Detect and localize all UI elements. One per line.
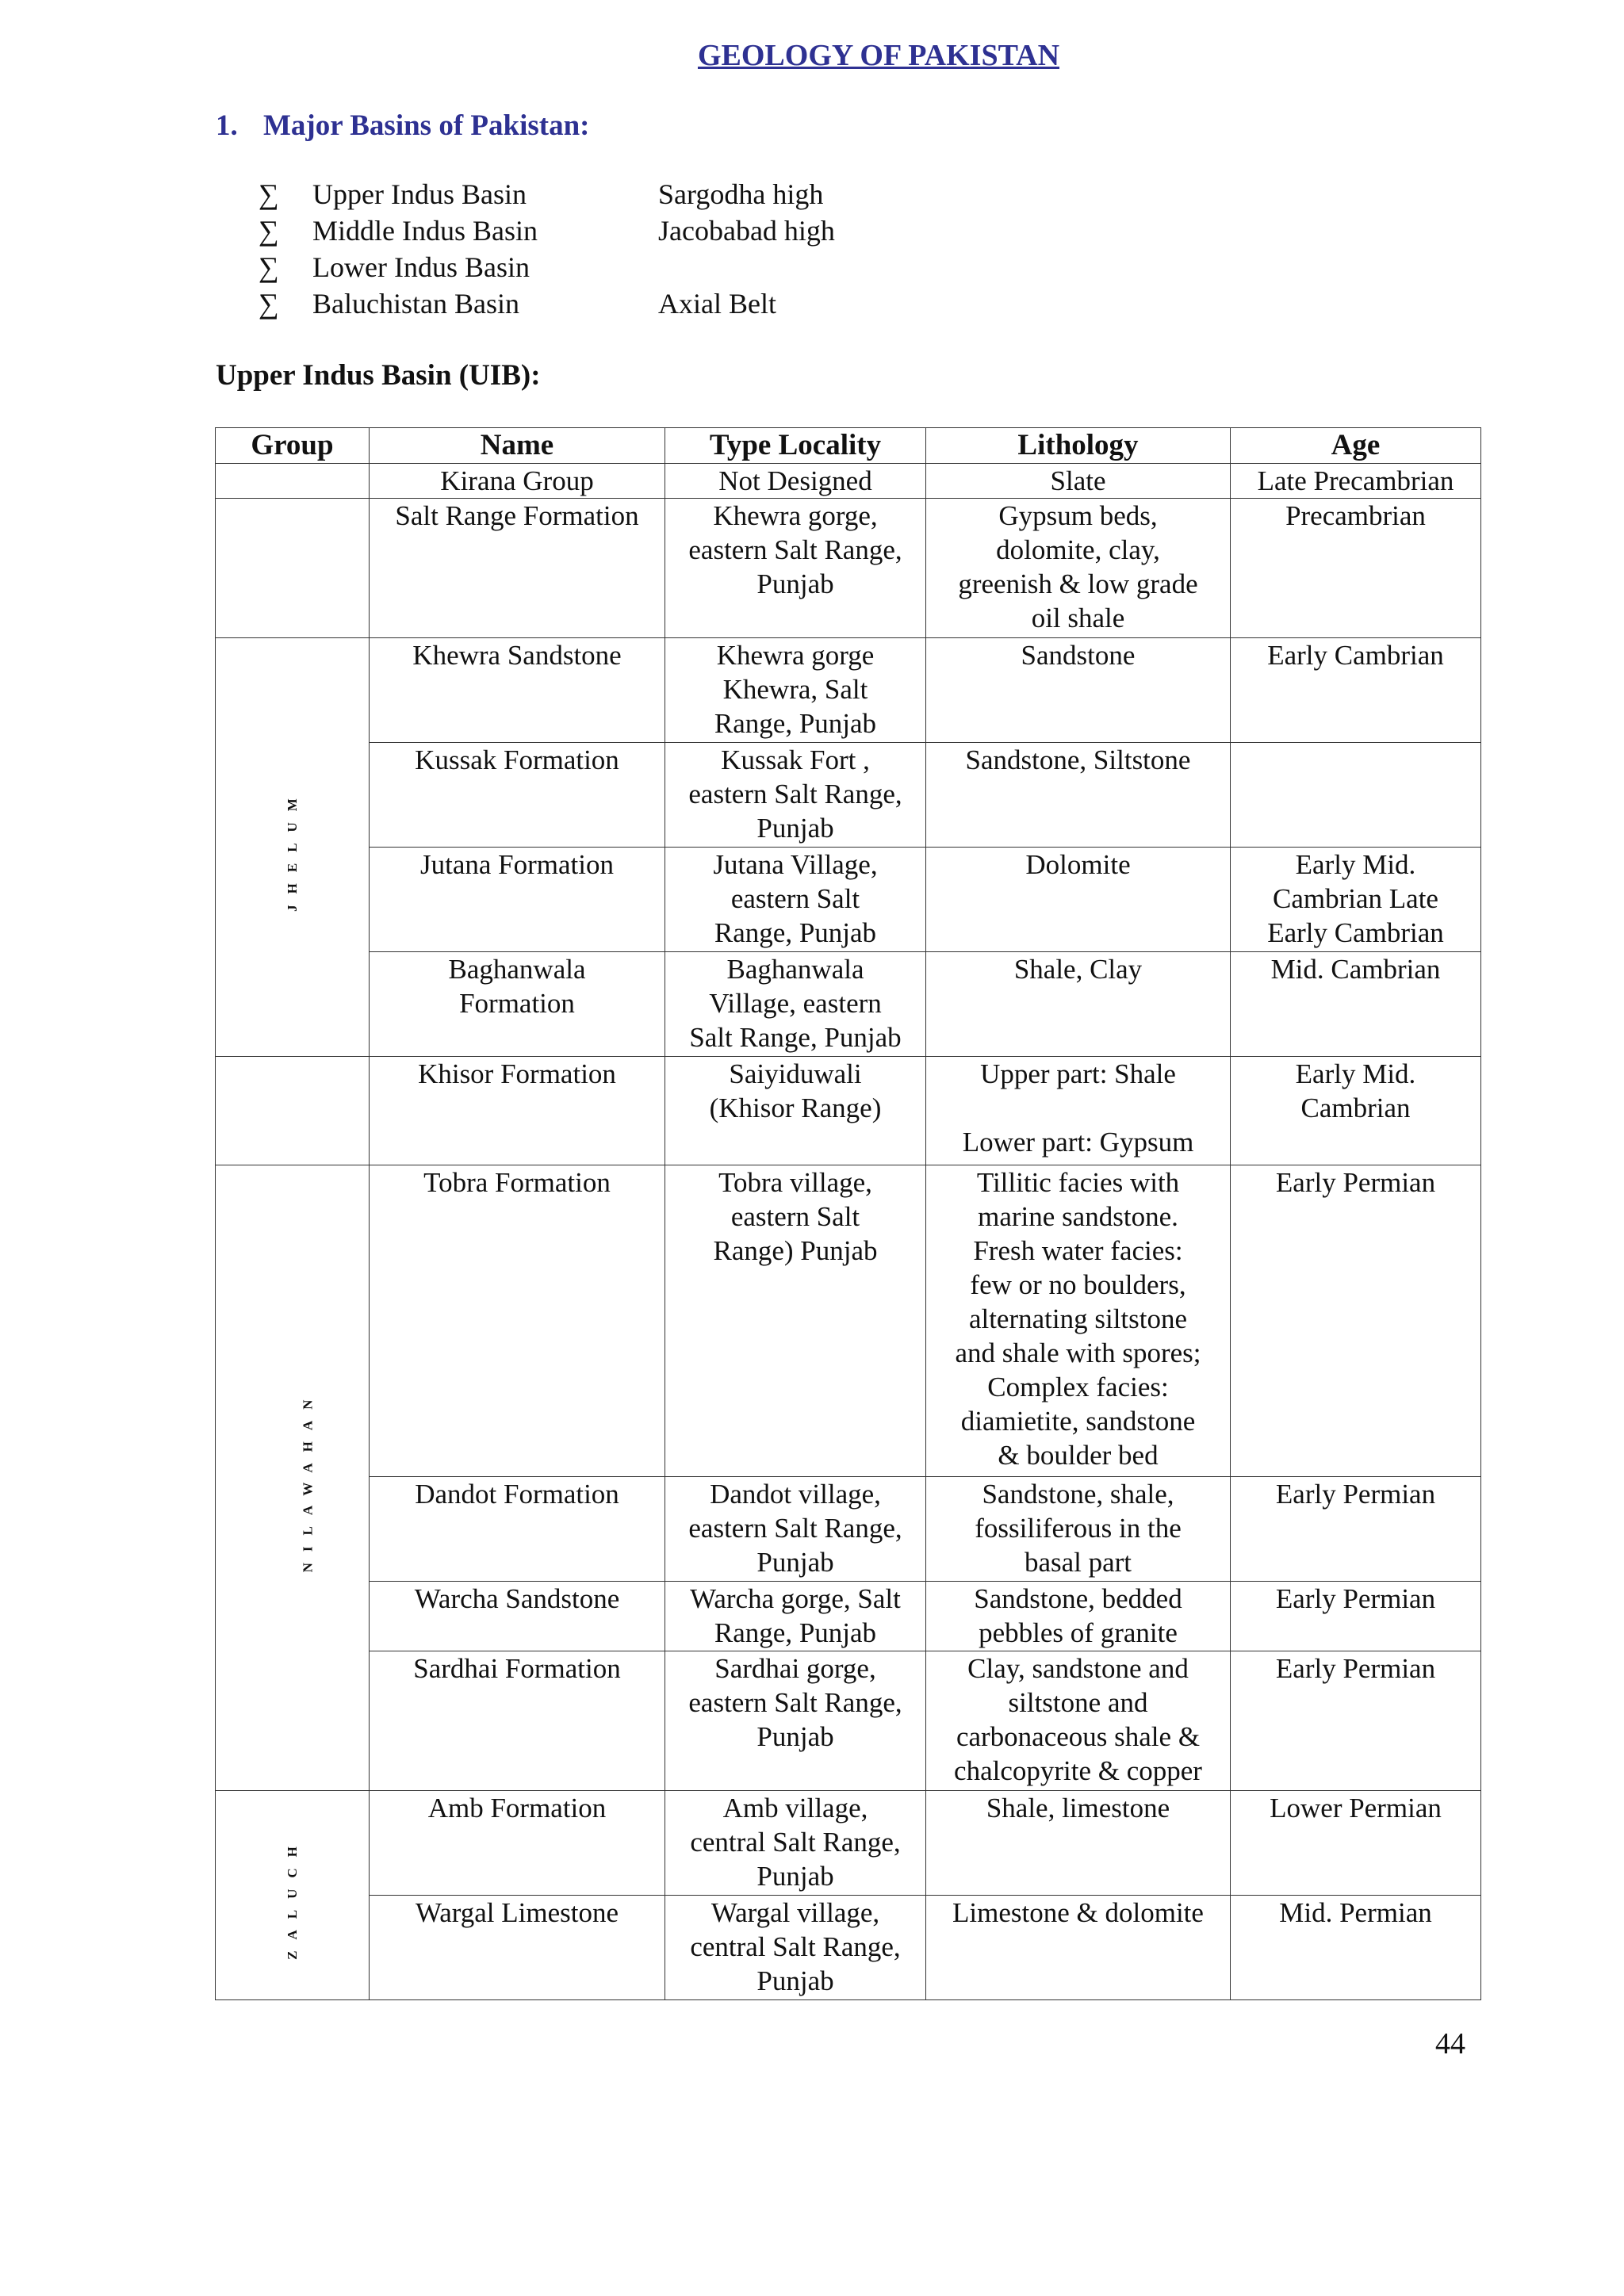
page-title: GEOLOGY OF PAKISTAN [697,39,1060,72]
page-number: 44 [1435,2027,1465,2061]
locality-cell: Tobra village, eastern Salt Range) Punjab [665,1165,926,1477]
table-row [216,499,1481,638]
basin-high: Jacobabad high [658,215,835,247]
lithology-cell: Sandstone, bedded pebbles of granite [926,1582,1231,1651]
age-cell: Early Permian [1231,1165,1481,1477]
sigma-bullet-icon: ∑ [259,178,279,210]
basin-high: Axial Belt [658,288,776,320]
age-cell: Early Permian [1231,1582,1481,1651]
group-label-jhelum: JHELUM [284,787,300,912]
locality-cell: Amb village, central Salt Range, Punjab [665,1791,926,1896]
table-row [216,743,1481,848]
locality-cell: Jutana Village, eastern Salt Range, Punjab [665,848,926,952]
locality-cell: Not Designed [665,464,926,499]
age-cell: Early Permian [1231,1477,1481,1582]
group-cell [216,1057,370,1165]
group-cell [216,464,370,499]
locality-cell: Wargal village, central Salt Range, Punjab [665,1896,926,2000]
sigma-bullet-icon: ∑ [259,288,279,320]
lithology-cell: Dolomite [926,848,1231,952]
name-cell: Jutana Formation [370,848,665,952]
locality-cell: Khewra gorge Khewra, Salt Range, Punjab [665,638,926,743]
group-cell-nilawahan [216,1165,370,1791]
section-title: Major Basins of Pakistan: [263,109,590,142]
lithology-cell: Sandstone [926,638,1231,743]
age-cell: Early Mid. Cambrian [1231,1057,1481,1165]
basin-high: Sargodha high [658,178,824,210]
age-cell: Early Cambrian [1231,638,1481,743]
locality-cell: Sardhai gorge, eastern Salt Range, Punjab [665,1651,926,1791]
age-cell: Precambrian [1231,499,1481,638]
basin-name: Middle Indus Basin [312,215,538,247]
locality-cell: Dandot village, eastern Salt Range, Punjab [665,1477,926,1582]
age-cell: Late Precambrian [1231,464,1481,499]
name-cell: Warcha Sandstone [370,1582,665,1651]
uib-heading: Upper Indus Basin (UIB): [216,359,541,392]
group-label-zaluch: ZALUCH [284,1835,300,1960]
sigma-bullet-icon: ∑ [259,215,279,247]
age-cell [1231,743,1481,848]
age-cell: Early Permian [1231,1651,1481,1791]
lithology-cell: Sandstone, Siltstone [926,743,1231,848]
name-cell: Khewra Sandstone [370,638,665,743]
lithology-cell: Gypsum beds, dolomite, clay, greenish & low grade oil shale [926,499,1231,638]
group-cell [216,499,370,638]
age-cell: Early Mid. Cambrian Late Early Cambrian [1231,848,1481,952]
lithology-cell: Upper part: Shale Lower part: Gypsum [926,1057,1231,1165]
table-row [216,1477,1481,1582]
name-cell: Salt Range Formation [370,499,665,638]
basin-name: Upper Indus Basin [312,178,527,210]
lithology-cell: Tillitic facies with marine sandstone. Fresh water facies: few or no boulders, alternating siltstone and shale with spores; Complex facies: diamietite, sandstone & boulder bed [926,1165,1231,1477]
table-row [216,464,1481,499]
table-header-row [216,428,1481,464]
table-row [216,1057,1481,1165]
section-number: 1. [216,109,238,142]
table-row [216,1791,1481,1896]
table-row [216,1651,1481,1791]
lithology-cell: Shale, limestone [926,1791,1231,1896]
name-cell: Wargal Limestone [370,1896,665,2000]
header-age: Age [1231,428,1481,464]
table-row [216,638,1481,743]
table-row [216,1582,1481,1651]
locality-cell: Saiyiduwali (Khisor Range) [665,1057,926,1165]
name-cell: Kirana Group [370,464,665,499]
name-cell: Baghanwala Formation [370,952,665,1057]
age-cell: Mid. Cambrian [1231,952,1481,1057]
name-cell: Tobra Formation [370,1165,665,1477]
locality-cell: Khewra gorge, eastern Salt Range, Punjab [665,499,926,638]
locality-cell: Kussak Fort , eastern Salt Range, Punjab [665,743,926,848]
header-name: Name [370,428,665,464]
lithology-cell: Limestone & dolomite [926,1896,1231,2000]
lithology-cell: Sandstone, shale, fossiliferous in the basal part [926,1477,1231,1582]
header-lithology: Lithology [926,428,1231,464]
table-row [216,1165,1481,1477]
group-cell-zaluch [216,1791,370,2000]
lithology-cell: Slate [926,464,1231,499]
formation-table [215,427,1481,2000]
age-cell: Lower Permian [1231,1791,1481,1896]
name-cell: Kussak Formation [370,743,665,848]
header-group: Group [216,428,370,464]
header-type-locality: Type Locality [665,428,926,464]
age-cell: Mid. Permian [1231,1896,1481,2000]
group-cell-jhelum [216,638,370,1057]
name-cell: Sardhai Formation [370,1651,665,1791]
locality-cell: Warcha gorge, Salt Range, Punjab [665,1582,926,1651]
basin-name: Lower Indus Basin [312,251,530,283]
name-cell: Dandot Formation [370,1477,665,1582]
group-label-nilawahan: NILAWAHAN [300,1388,316,1572]
name-cell: Amb Formation [370,1791,665,1896]
lithology-cell: Shale, Clay [926,952,1231,1057]
basin-name: Baluchistan Basin [312,288,519,320]
locality-cell: Baghanwala Village, eastern Salt Range, Punjab [665,952,926,1057]
sigma-bullet-icon: ∑ [259,251,279,283]
lithology-cell: Clay, sandstone and siltstone and carbonaceous shale & chalcopyrite & copper [926,1651,1231,1791]
section-heading [216,109,589,143]
name-cell: Khisor Formation [370,1057,665,1165]
table-row [216,952,1481,1057]
table-row [216,1896,1481,2000]
table-row [216,848,1481,952]
